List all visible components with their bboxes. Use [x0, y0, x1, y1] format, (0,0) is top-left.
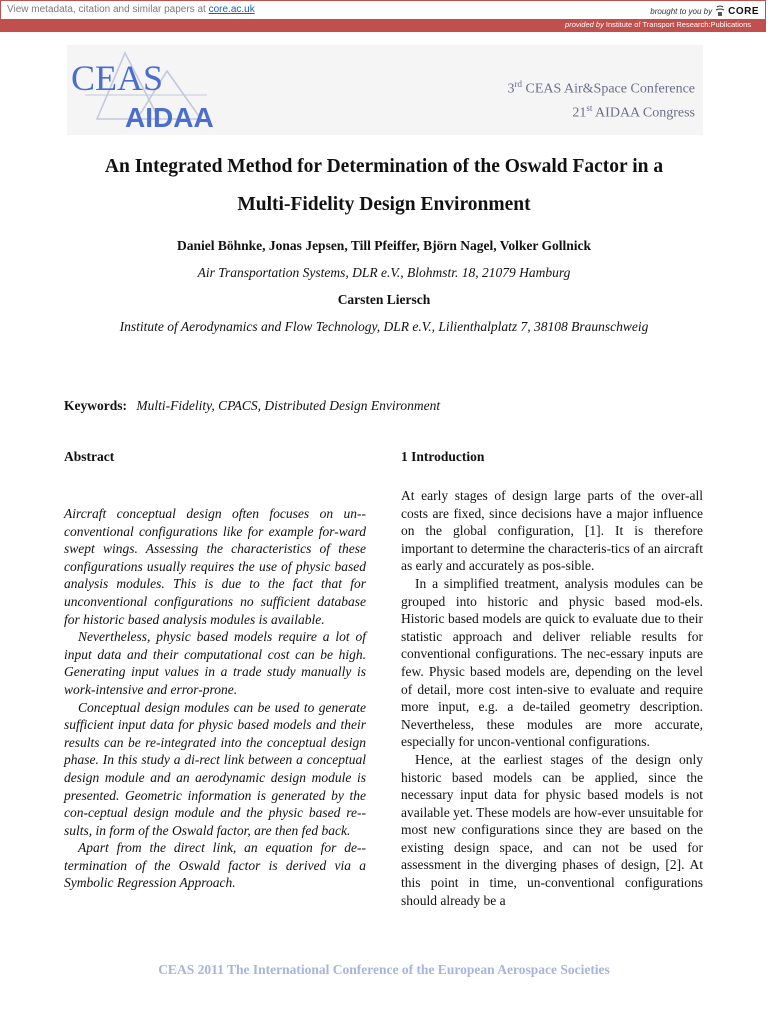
abstract-paragraph: Nevertheless, physic based models require a lot of input data and their computational cost can be high. Generating input values in a trade study manually is work-intensive and error-prone. — [64, 629, 366, 697]
abstract-paragraph: Conceptual design modules can be used to generate sufficient input data for physic based models and their results can be re-integrated into the conceptual design phase. In this study a di-rect link between a conceptual design module and an aerodynamic design module is presented. Geometric information is generated by the con-ceptual design module and the physic based re-sults, in form of the Oswald factor, are then fed back. — [64, 699, 366, 838]
intro-paragraph: In a simplified treatment, analysis modules can be grouped into historic and physic based mod-els. Historic based models are quick to evaluate due to their statistic approach and deliver reliable results for conventional configurations. The nec-essary inputs are few. Physic based models are, depending on the level of detail, more cost inten-sive to evaluate and require more input, e.g. a de-tailed geometry description. Nevertheless, these modules are more accurate, especially for uncon-ventional configurations. — [401, 575, 703, 750]
ceas-aidaa-logo-icon — [67, 45, 257, 133]
core-banner — [0, 0, 766, 32]
title-line-1: An Integrated Method for Determination of the Oswald Factor in a — [104, 156, 664, 177]
author-2: Carsten Liersch — [337, 292, 431, 307]
provided-label: provided by — [565, 20, 604, 29]
core-metadata-text — [7, 4, 255, 15]
provided-source-link[interactable]: Institute of Transport Research:Publications — [605, 20, 751, 29]
logo-ceas-text: CEAS — [71, 58, 164, 98]
author-list: Daniel Böhnke, Jonas Jepsen, Till Pfeiffer, Björn Nagel, Volker Gollnick — [177, 238, 591, 253]
core-link[interactable]: core.ac.uk — [208, 4, 255, 15]
conference-line-1: 3rd CEAS Air&Space Conference — [507, 79, 695, 97]
metadata-label: View metadata, citation and similar papers at — [7, 4, 206, 15]
brought-to-you — [650, 5, 759, 17]
keywords-value: Multi-Fidelity, CPACS, Distributed Design Environment — [136, 398, 441, 413]
provided-by-bar — [1, 19, 765, 31]
page-footer: CEAS 2011 The International Conference of the European Aerospace Societies — [158, 962, 610, 977]
conference-header — [67, 45, 703, 135]
abstract-column — [64, 505, 366, 892]
intro-paragraph: Hence, at the earliest stages of the design only historic based models can be applied, since the necessary input data for physic based models is not available yet. These models are how-ever unsuitable for most new configurations since they are based on the existing design space, and can not be used for assessment in the diverging phases of design, [2]. At this point in time, un-conventional configurations should already be a — [401, 751, 703, 908]
conference-lines — [507, 75, 695, 122]
affiliation-1: Air Transportation Systems, DLR e.V., Blohmstr. 18, 21079 Hamburg — [197, 265, 571, 280]
keywords-line — [64, 398, 440, 414]
affiliation-2: Institute of Aerodynamics and Flow Technology, DLR e.V., Lilienthalplatz 7, 38108 Braunschweig — [119, 319, 649, 334]
core-brand[interactable]: CORE — [728, 5, 759, 17]
logo-aidaa-text: AIDAA — [125, 102, 214, 133]
introduction-column — [401, 487, 703, 909]
brought-label: brought to you by — [650, 6, 713, 16]
introduction-heading: 1 Introduction — [401, 449, 485, 464]
paper-title — [0, 148, 768, 224]
keywords-label: Keywords: — [64, 398, 127, 413]
conference-line-2: 21st AIDAA Congress — [572, 102, 695, 121]
abstract-heading: Abstract — [64, 449, 115, 464]
abstract-paragraph: Apart from the direct link, an equation for de-termination of the Oswald factor is derived via a Symbolic Regression Approach. — [64, 840, 366, 891]
core-logo-icon — [715, 5, 725, 17]
abstract-paragraph: Aircraft conceptual design often focuses on un-conventional configurations like for example for-ward swept wings. Assessing the characteristics of these configurations usually requires the use of physic based analysis modules. This is due to the fact that for unconventional configurations no sufficient database for historic based analysis modules is available. — [64, 506, 366, 627]
intro-paragraph: At early stages of design large parts of the over-all costs are fixed, since decisions have a major influence on the global configuration, [1]. It is therefore important to determine the characteris-tics of an aircraft as early and accurately as pos-sible. — [401, 488, 703, 574]
title-line-2: Multi-Fidelity Design Environment — [237, 194, 531, 215]
